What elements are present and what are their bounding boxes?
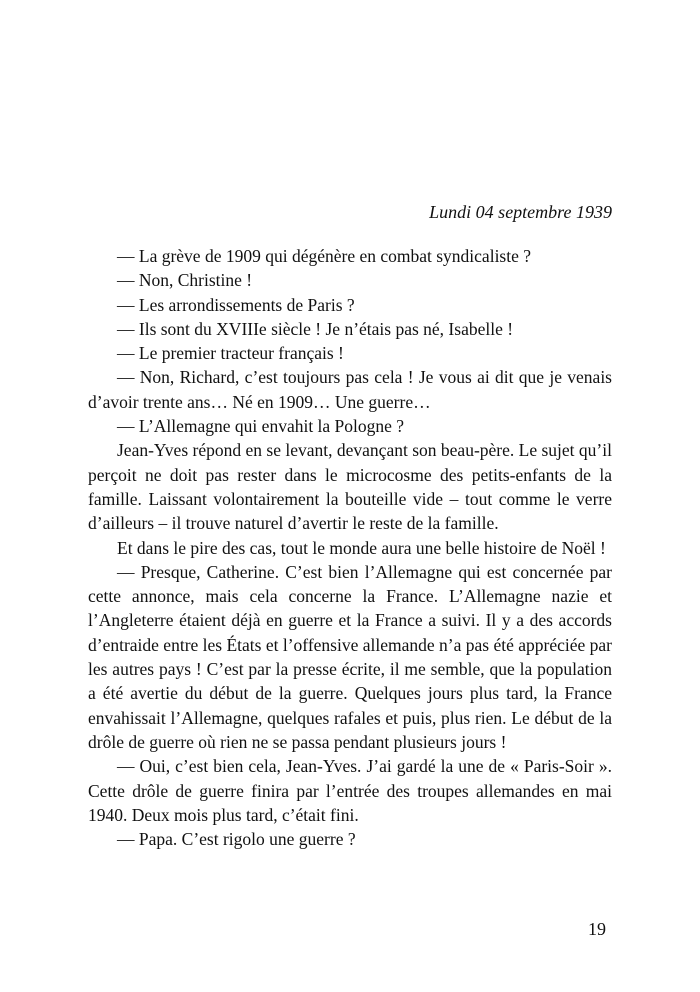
dialogue-line: — Le premier tracteur français ! xyxy=(117,343,344,364)
dialogue-line: — Papa. C’est rigolo une guerre ? xyxy=(117,829,356,850)
page-number: 19 xyxy=(588,919,606,939)
dialogue-line: — Les arrondissements de Paris ? xyxy=(117,294,355,315)
dialogue-line: — La grève de 1909 qui dégénère en combat syndicaliste ? xyxy=(117,246,532,266)
dialogue-line: — Ils sont du XVIIIe siècle ! Je n’étais pas né, Isabelle ! xyxy=(117,318,514,339)
dialogue-line: — Presque, Catherine. C’est bien l’Allemagne qui est concernée par cette annonce, mais cela concerne la France. L’Allemagne nazie et l’Angleterre étaient déjà en guerre et la France a suivi. Il y a des accords d’entraide entre les États et l’offensive allemande n’a pas été appréciée par les autres pays ! C’est par la presse écrite, il me semble, que la population a été avertie du début de la guerre. Quelques jours plus tard, la France envahissait l’Allemagne, quelques rafales et puis, plus rien. Le début de la drôle de guerre où rien ne se passa pendant plusieurs jours ! xyxy=(88,561,612,752)
chapter-date: Lundi 04 septembre 1939 xyxy=(429,202,612,222)
body-text xyxy=(88,244,612,851)
dialogue-line: — Non, Richard, c’est toujours pas cela ! Je vous ai dit que je venais d’avoir trente ans… Né en 1909… Une guerre… xyxy=(88,367,612,412)
dialogue-line: — Non, Christine ! xyxy=(117,270,253,291)
narrative-paragraph: Jean-Yves répond en se levant, devançant son beau-père. Le sujet qu’il perçoit ne doit pas rester dans le microcosme des petits-enfants de la famille. Laissant volontairement la bouteille vide – tout comme le verre d’ailleurs – il trouve naturel d’avertir le reste de la famille. xyxy=(88,440,612,534)
narrative-paragraph: Et dans le pire des cas, tout le monde aura une belle histoire de Noël ! xyxy=(117,537,606,558)
dialogue-line: — Oui, c’est bien cela, Jean-Yves. J’ai gardé la une de « Paris-Soir ». Cette drôle de guerre finira par l’entrée des troupes allemandes en mai 1940. Deux mois plus tard, c’était fini. xyxy=(88,756,612,825)
dialogue-line: — L’Allemagne qui envahit la Pologne ? xyxy=(117,416,405,437)
